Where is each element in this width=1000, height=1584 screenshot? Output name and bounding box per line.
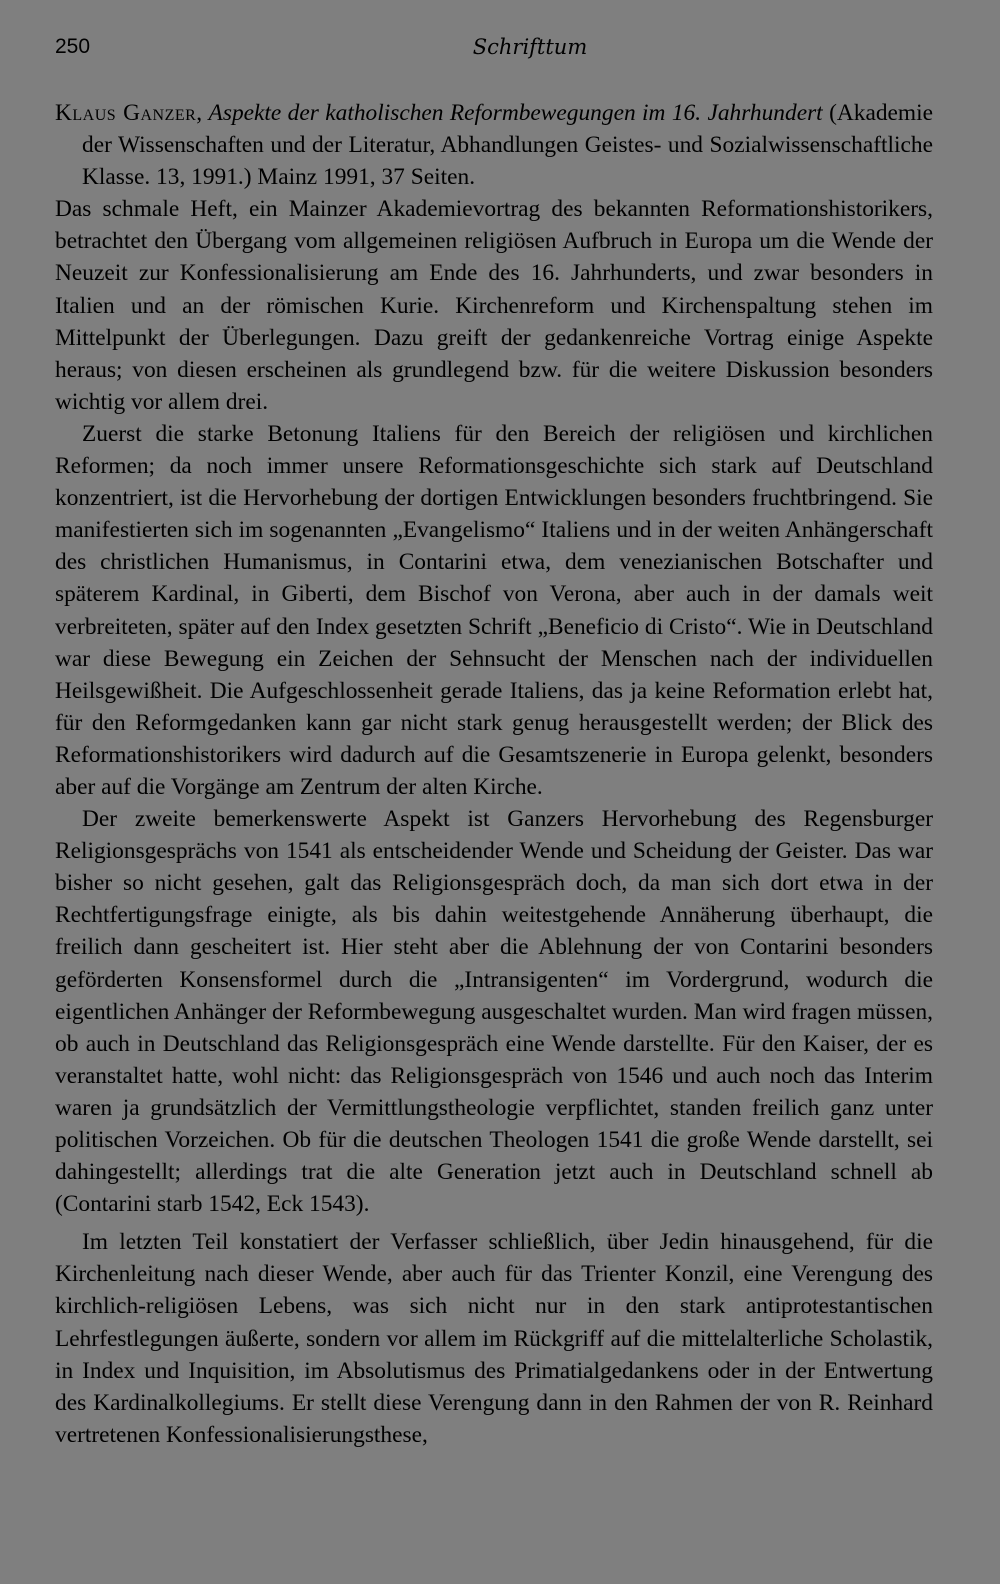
- review-author-separator: ,: [196, 100, 209, 126]
- page-number: 250: [55, 35, 91, 58]
- paragraph-first-aspect: Zuerst die starke Betonung Italiens für den Bereich der religiösen und kirchlichen Reformen; da noch immer unsere Reformationsgeschichte sich stark auf Deutschland konzentriert, ist die Hervorhebung der dortigen Entwicklungen besonders fruchtbringend. Sie manifestierten sich im sogenannten „Evangelismo“ Italiens und in der weiten Anhängerschaft des christlichen Humanismus, in Contarini etwa, dem venezianischen Botschafter und späterem Kardinal, in Giberti, dem Bischof von Verona, aber auch in der damals weit verbreiteten, später auf den Index gesetzten Schrift „Beneficio di Cristo“. Wie in Deutschland war diese Bewegung ein Zeichen der Sehnsucht der Menschen nach der individuellen Heilsgewißheit. Die Aufgeschlossenheit gerade Italiens, das ja keine Reformation erlebt hat, für den Reformgedanken kann gar nicht stark genug herausgestellt werden; der Blick des Reformationshistorikers wird dadurch auf die Gesamtszenerie in Europa gelenkt, besonders aber auf die Vorgänge am Zentrum der alten Kirche.: [55, 420, 933, 800]
- page-header: [55, 35, 945, 69]
- paragraph-third-aspect: Im letzten Teil konstatiert der Verfasser schließlich, über Jedin hinausgehend, für die Kirchenleitung nach dieser Wende, aber auch für das Trienter Konzil, eine Verengung des kirchlich-religiösen Lebens, was sich nicht nur in den stark antiprotestantischen Lehrfestlegungen äußerte, sondern vor allem im Rückgriff auf die mittelalterliche Scholastik, in Index und Inquisition, im Absolutismus des Primatialgedankens oder in der Entwertung des Kardinalkollegiums. Er stellt diese Verengung dann in den Rahmen der von R. Reinhard vertretenen Konfessionalisierungsthese,: [55, 1229, 933, 1448]
- review-publication-details: (Akademie der Wissenschaften und der Literatur, Abhandlungen Geistes- und Sozialwissenschaftliche Klasse. 13, 1991.) Mainz 1991, 37 Seiten.: [82, 100, 933, 191]
- paragraph-second-aspect: Der zweite bemerkenswerte Aspekt ist Ganzers Hervorhebung des Regensburger Religionsgesprächs von 1541 als entscheidender Wende und Scheidung der Geister. Das war bisher so nicht gesehen, galt das Religionsgespräch doch, da man sich dort etwa in der Rechtfertigungsfrage einigte, als bis dahin weitestgehende Annäherung überhaupt, die freilich dann gescheitert ist. Hier steht aber die Ablehnung der von Contarini besonders geförderten Konsensformel durch die „Intransigenten“ im Vordergrund, wodurch die eigentlichen Anhänger der Reformbewegung ausgeschaltet wurden. Man wird fragen müssen, ob auch in Deutschland das Religionsgespräch eine Wende darstellte. Für den Kaiser, der es veranstaltet hatte, wohl nicht: das Religionsgespräch von 1546 und auch noch das Interim waren ja grundsätzlich der Vermittlungstheologie verpflichtet, standen freilich ganz unter politischen Vorzeichen. Ob für die deutschen Theologen 1541 die große Wende darstellt, sei dahingestellt; allerdings trat die alte Generation jetzt auch in Deutschland schnell ab (Contarini starb 1542, Eck 1543).: [55, 806, 933, 1218]
- review-citation: [55, 97, 933, 193]
- page-body: [55, 97, 933, 1451]
- review-book-title: Aspekte der katholischen Reformbewegungen im 16. Jahrhundert: [208, 100, 823, 126]
- running-title: Schrifttum: [472, 35, 588, 59]
- review-author: Klaus Ganzer: [55, 100, 197, 126]
- paragraph-intro: Das schmale Heft, ein Mainzer Akademievortrag des bekannten Reformationshistorikers, betrachtet den Übergang vom allgemeinen religiösen Aufbruch in Europa um die Wende der Neuzeit zur Konfessionalisierung am Ende des 16. Jahrhunderts, und zwar besonders in Italien und an der römischen Kurie. Kirchenreform und Kirchenspaltung stehen im Mittelpunkt der Überlegungen. Dazu greift der gedankenreiche Vortrag einige Aspekte heraus; von diesen erscheinen als grundlegend bzw. für die weitere Diskussion besonders wichtig vor allem drei.: [55, 196, 933, 415]
